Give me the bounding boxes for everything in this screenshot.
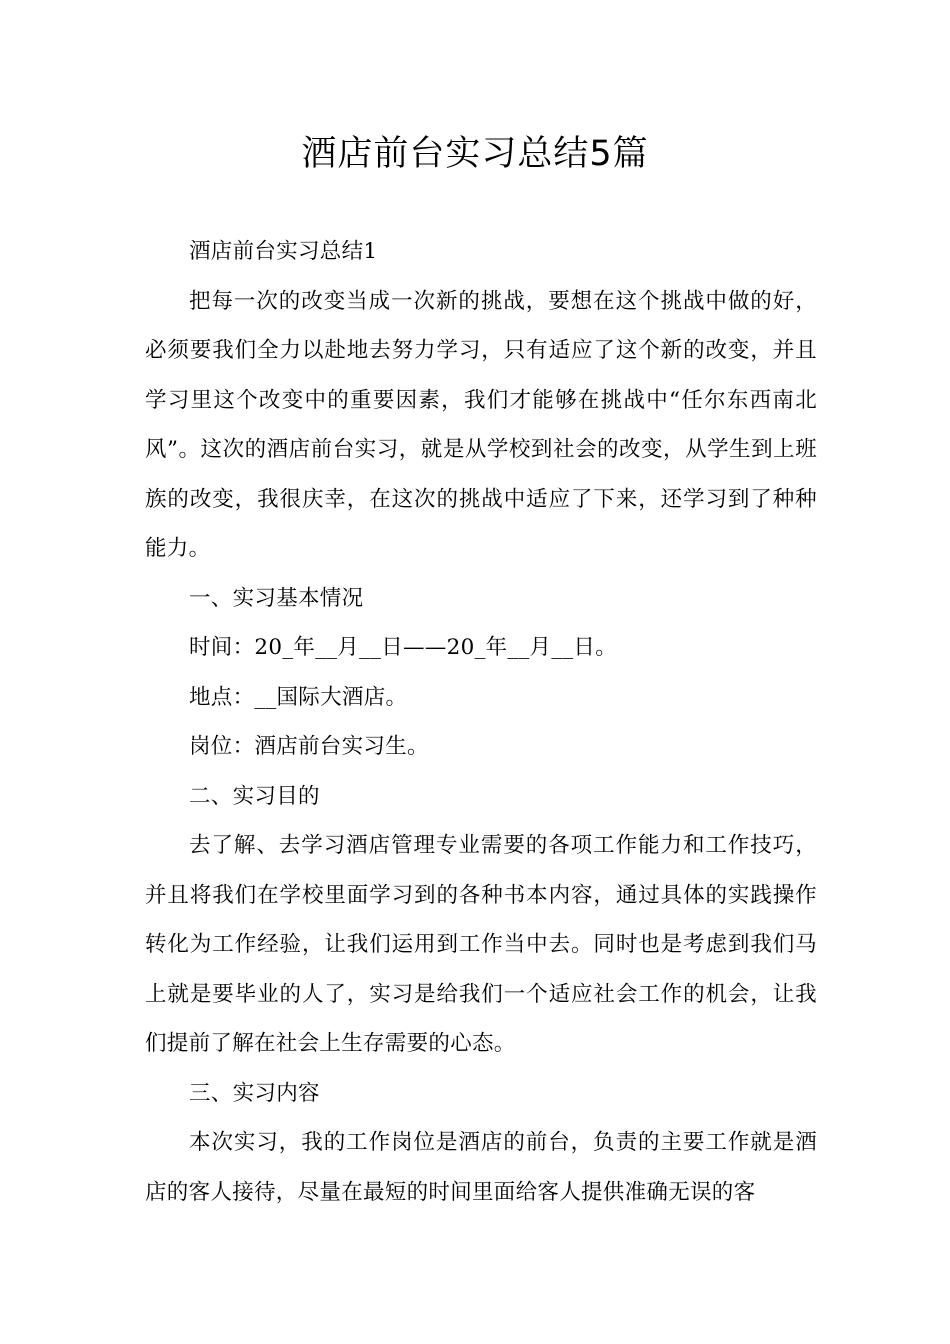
info-location: 地点：__国际大酒店。	[189, 684, 408, 710]
document-title: 酒店前台实习总结5篇	[301, 134, 649, 174]
info-time: 时间：20_年__月__日——20_年__月__日。	[189, 635, 618, 660]
heading-basic-info: 一、实习基本情况	[189, 585, 364, 611]
info-position: 岗位：酒店前台实习生。	[189, 734, 429, 759]
document-body	[145, 227, 817, 1217]
content-paragraph: 本次实习，我的工作岗位是酒店的前台，负责的主要工作就是酒店的客人接待，尽量在最短的时间里面给客人提供准确无误的客	[145, 1130, 817, 1205]
heading-purpose: 二、实习目的	[189, 783, 320, 809]
section-title: 酒店前台实习总结1	[189, 239, 378, 264]
intro-paragraph: 把每一次的改变当成一次新的挑战，要想在这个挑战中做的好，必须要我们全力以赴地去努力学习，只有适应了这个新的改变，并且学习里这个改变中的重要因素，我们才能够在挑战中“任尔东西南北风”。这次的酒店前台实习，就是从学校到社会的改变，从学生到上班族的改变，我很庆幸，在这次的挑战中适应了下来，还学习到了种种能力。	[145, 288, 817, 561]
purpose-paragraph: 去了解、去学习酒店管理专业需要的各项工作能力和工作技巧，并且将我们在学校里面学习到的各种书本内容，通过具体的实践操作转化为工作经验，让我们运用到工作当中去。同时也是考虑到我们马上就是要毕业的人了，实习是给我们一个适应社会工作的机会，让我们提前了解在社会上生存需要的心态。	[145, 833, 817, 1056]
heading-content: 三、实习内容	[189, 1080, 320, 1106]
